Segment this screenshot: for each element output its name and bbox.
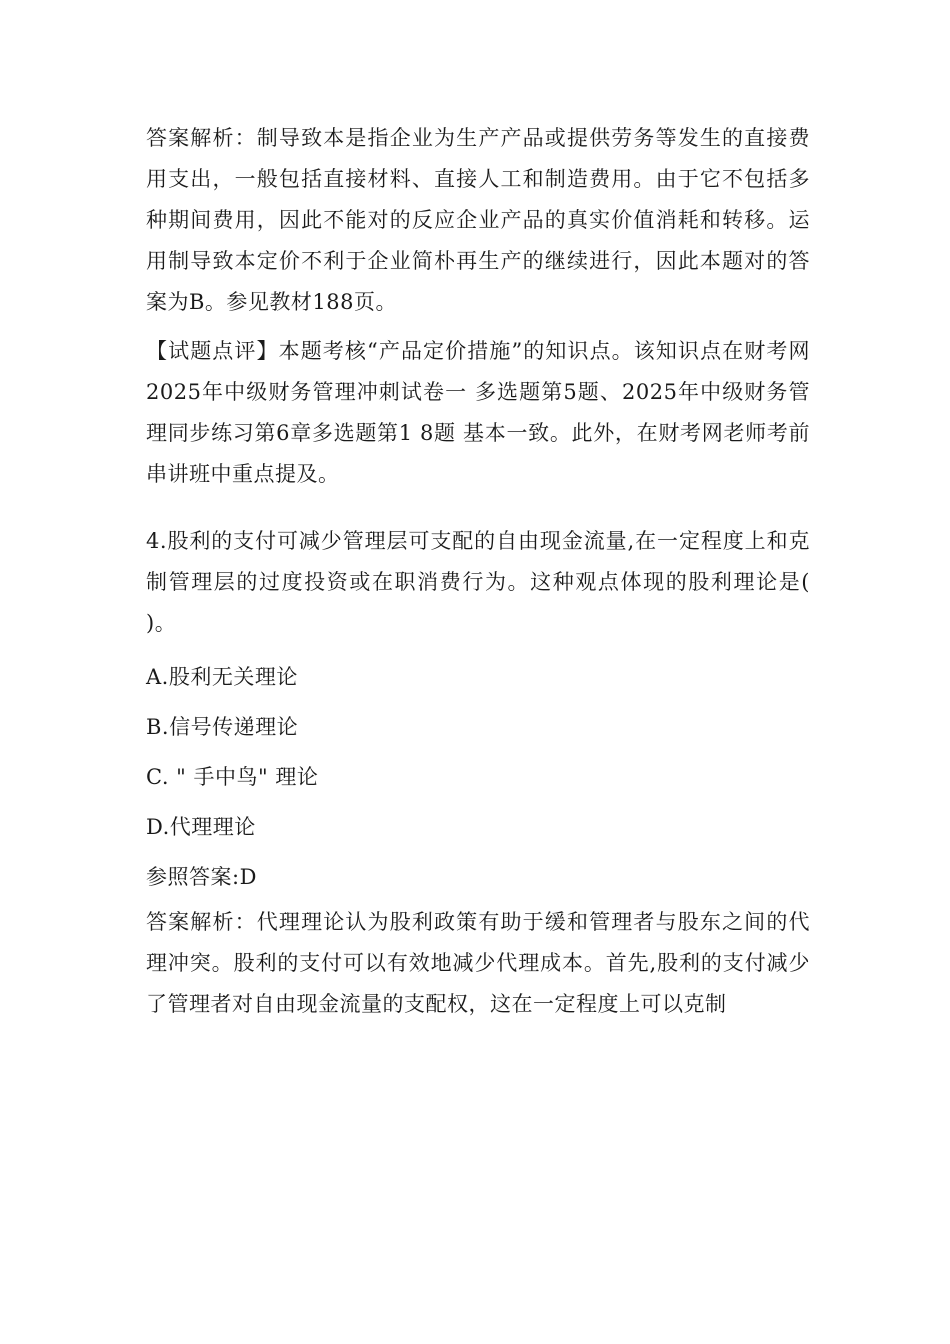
answer-analysis: 答案解析：代理理论认为股利政策有助于缓和管理者与股东之间的代理冲突。股利的支付可以有效地减少代理成本。首先,股利的支付减少了管理者对自由现金流量的支配权，这在一定程度上可以克制 (146, 910, 810, 1016)
option-b: B.信号传递理论 (146, 715, 299, 739)
reference-answer: 参照答案:D (146, 865, 257, 889)
option-c: C. " 手中鸟" 理论 (146, 765, 319, 789)
option-d: D.代理理论 (146, 815, 256, 839)
question-stem: 4.股利的支付可减少管理层可支配的自由现金流量,在一定程度上和克制管理层的过度投资或在职消费行为。这种观点体现的股利理论是( )。 (146, 529, 810, 635)
question-comment: 【试题点评】本题考核“产品定价措施”的知识点。该知识点在财考网2025年中级财务管理冲刺试卷一 多选题第5题、2025年中级财务管理同步练习第6章多选题第1 8题 基本一致。此外，在财考网老师考前串讲班中重点提及。 (146, 339, 810, 486)
previous-answer-analysis: 答案解析：制导致本是指企业为生产产品或提供劳务等发生的直接费用支出，一般包括直接材料、直接人工和制造费用。由于它不包括多种期间费用，因此不能对的反应企业产品的真实价值消耗和转移。运用制导致本定价不利于企业简朴再生产的继续进行，因此本题对的答案为B。参见教材188页。 (146, 126, 810, 314)
option-a: A.股利无关理论 (146, 665, 298, 689)
page-content (146, 118, 810, 1025)
